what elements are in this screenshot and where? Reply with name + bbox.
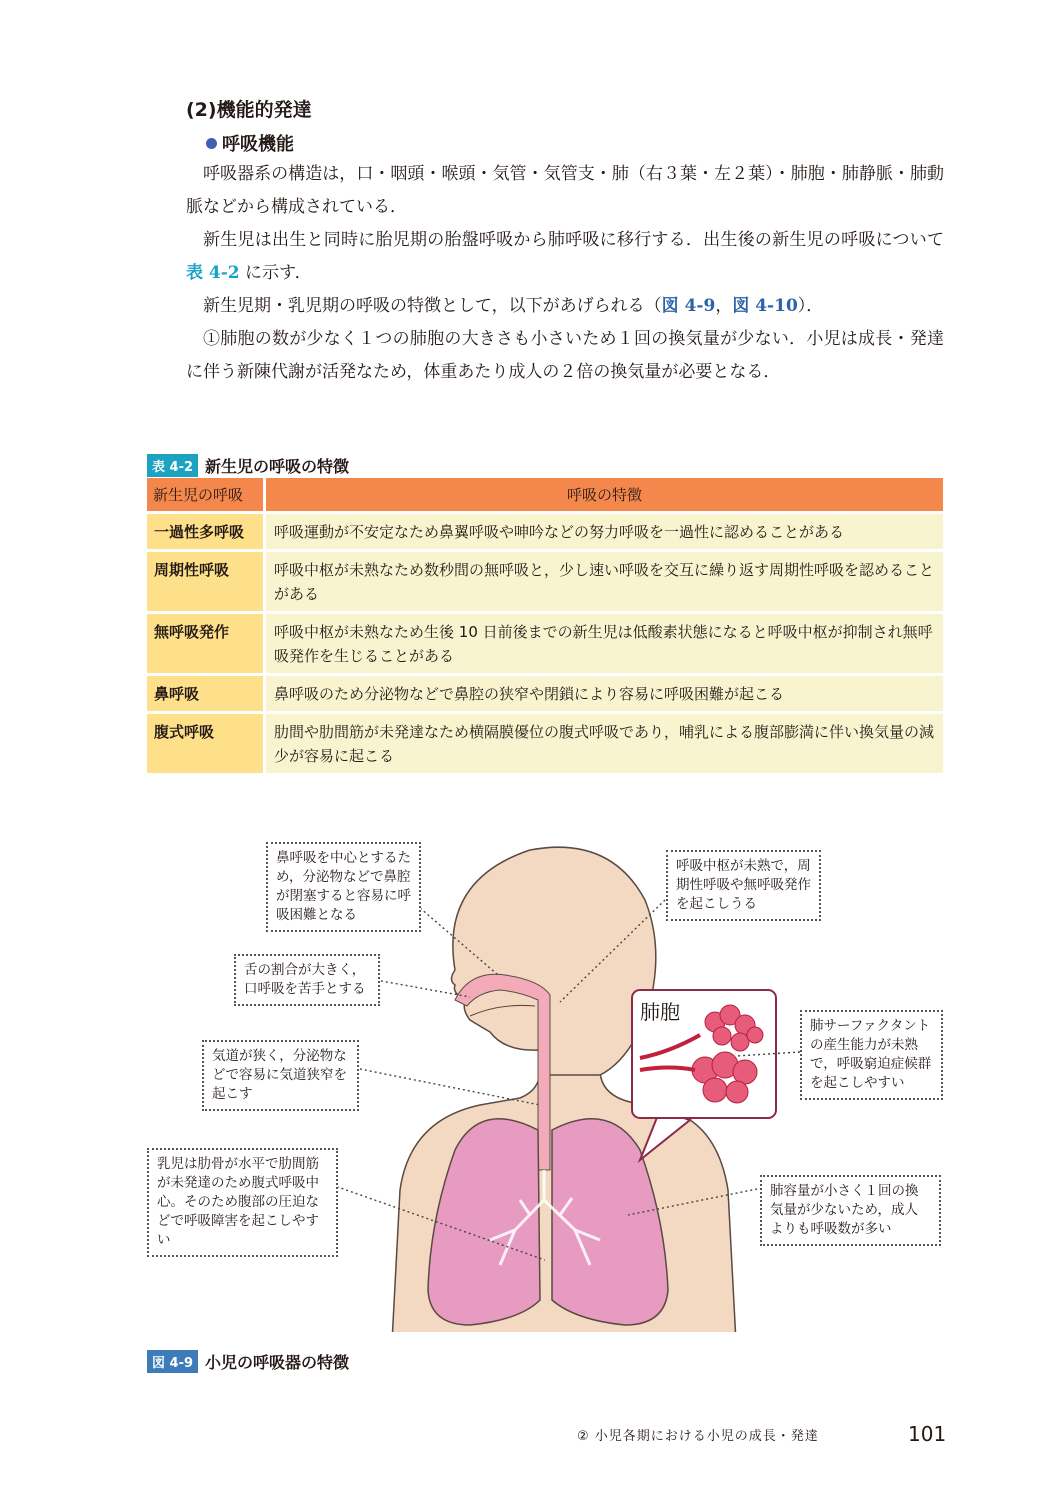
table-cell-term: 一過性多呼吸	[147, 514, 266, 552]
respiratory-figure	[0, 820, 1063, 1340]
figure-ref-link[interactable]: 図 4-9	[661, 296, 716, 316]
table-cell-desc: 呼吸運動が不安定なため鼻翼呼吸や呻吟などの努力呼吸を一過性に認めることがある	[266, 514, 943, 552]
figure-title: 小児の呼吸器の特徴	[205, 1353, 350, 1372]
table-cell-term: 腹式呼吸	[147, 714, 266, 776]
table-header-row	[147, 478, 943, 514]
figure-badge: 図 4-9	[147, 1350, 198, 1373]
body-text	[186, 158, 944, 389]
callout-airway: 気道が狭く，分泌物などで容易に気道狭窄を起こす	[202, 1040, 359, 1111]
table-cell-desc: 肋間や肋間筋が未発達なため横隔膜優位の腹式呼吸であり，哺乳による腹部膨満に伴い換気量の減少が容易に起こる	[266, 714, 943, 776]
figure-caption	[147, 1350, 349, 1373]
table-cell-term: 無呼吸発作	[147, 614, 266, 676]
callout-rib: 乳児は肋骨が水平で肋間筋が未発達のため腹式呼吸中心。そのため腹部の圧迫などで呼吸障害を起こしやすい	[147, 1148, 338, 1257]
table-header-cell: 呼吸の特徴	[266, 478, 943, 514]
subsection-title: 呼吸機能	[222, 134, 294, 155]
paragraph: 新生児期・乳児期の呼吸の特徴として，以下があげられる（図 4-9，図 4-10）．	[203, 296, 824, 316]
callout-capacity: 肺容量が小さく１回の換気量が少ないため，成人よりも呼吸数が多い	[760, 1175, 941, 1246]
section-heading: (2)機能的発達	[186, 99, 312, 121]
table-row	[147, 552, 943, 614]
table-cell-desc: 呼吸中枢が未熟なため数秒間の無呼吸と，少し速い呼吸を交互に繰り返す周期性呼吸を認めることがある	[266, 552, 943, 614]
table-row	[147, 676, 943, 714]
subsection-heading	[206, 130, 294, 156]
callout-tongue: 舌の割合が大きく，口呼吸を苦手とする	[234, 954, 380, 1006]
paragraph: 呼吸器系の構造は，口・咽頭・喉頭・気管・気管支・肺（右３葉・左２葉）・肺胞・肺静脈・肺動脈などから構成されている．	[186, 164, 944, 217]
table-cell-term: 周期性呼吸	[147, 552, 266, 614]
table-row	[147, 514, 943, 552]
table-cell-desc: 鼻呼吸のため分泌物などで鼻腔の狭窄や閉鎖により容易に呼吸困難が起こる	[266, 676, 943, 714]
table-title: 新生児の呼吸の特徴	[205, 457, 350, 476]
table-cell-term: 鼻呼吸	[147, 676, 266, 714]
figure-ref-link[interactable]: 図 4-10	[732, 296, 798, 316]
alveoli-label: 肺胞	[640, 1000, 680, 1024]
table-header-cell: 新生児の呼吸	[147, 478, 266, 514]
table-cell-desc: 呼吸中枢が未熟なため生後 10 日前後までの新生児は低酸素状態になると呼吸中枢が抑制され無呼吸発作を生じることがある	[266, 614, 943, 676]
paragraph: 新生児は出生と同時に胎児期の胎盤呼吸から肺呼吸に移行する．出生後の新生児の呼吸について表 4-2 に示す．	[186, 230, 944, 283]
callout-center: 呼吸中枢が未熟で，周期性呼吸や無呼吸発作を起こしうる	[666, 850, 821, 921]
table-ref-link[interactable]: 表 4-2	[186, 263, 240, 283]
paragraph: ①肺胞の数が少なく１つの肺胞の大きさも小さいため１回の換気量が少ない．小児は成長・発達に伴う新陳代謝が活発なため，体重あたり成人の２倍の換気量が必要となる．	[186, 329, 944, 382]
table-row	[147, 714, 943, 776]
table-row	[147, 614, 943, 676]
page-number: 101	[908, 1422, 947, 1446]
bullet-icon	[206, 138, 217, 149]
table-badge: 表 4-2	[147, 454, 198, 477]
respiration-table	[147, 478, 943, 776]
callout-surfactant: 肺サーファクタントの産生能力が未熟で，呼吸窮迫症候群を起こしやすい	[800, 1010, 943, 1100]
callout-nose: 鼻呼吸を中心とするため，分泌物などで鼻腔が閉塞すると容易に呼吸困難となる	[266, 842, 421, 932]
table-caption	[147, 454, 349, 477]
chapter-running-title: ② 小児各期における小児の成長・発達	[577, 1429, 819, 1444]
